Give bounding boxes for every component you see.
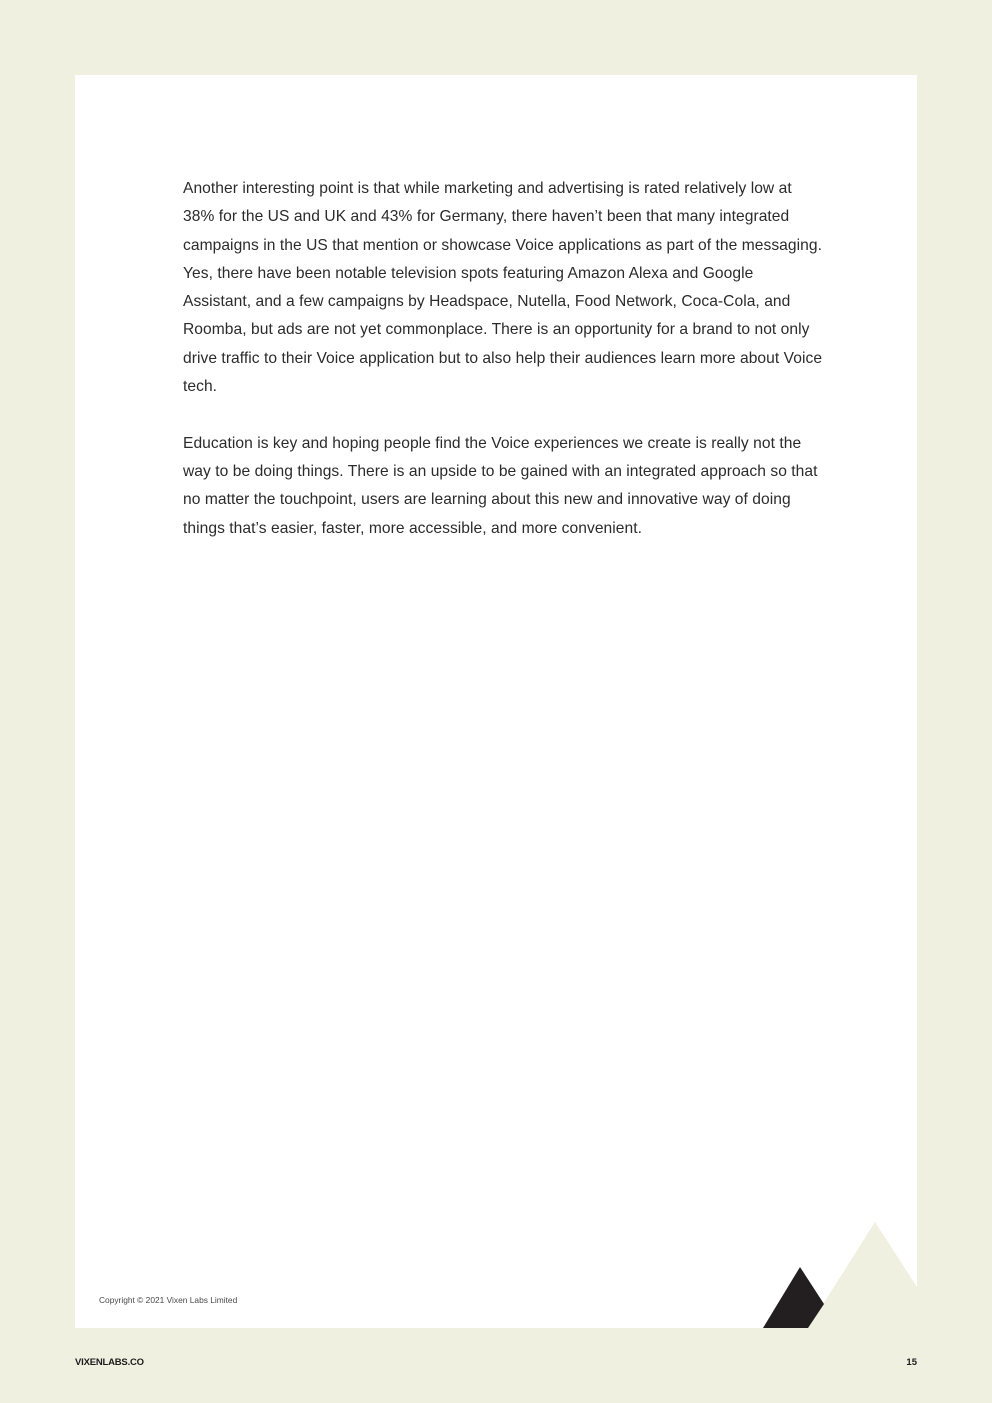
- dark-mountain-shape: [763, 1267, 824, 1328]
- paragraph-1: Another interesting point is that while marketing and advertising is rated relatively low at 38% for the US and UK and 43% for Germany, there haven’t been that many integrated campaigns in the US that mention or showcase Voice applications as part of the messaging. Yes, there have been notable television spots featuring Amazon Alexa and Google Assistant, and a few campaigns by Headspace, Nutella, Food Network, Coca-Cola, and Roomba, but ads are not yet commonplace. There is an opportunity for a brand to not only drive traffic to their Voice application but to also help their audiences learn more about Voice tech.: [183, 180, 823, 396]
- copyright-notice: Copyright © 2021 Vixen Labs Limited: [99, 1295, 238, 1305]
- footer-site-link[interactable]: VIXENLABS.CO: [75, 1357, 144, 1368]
- light-mountain-shape: [808, 1222, 917, 1328]
- page-sheet: [75, 75, 917, 1328]
- page-number: 15: [906, 1357, 917, 1368]
- paragraph-2: Education is key and hoping people find the Voice experiences we create is really not the way to be doing things. There is an upside to be gained with an integrated approach so that no matter the touchpoint, users are learning about this new and innovative way of doing things that’s easier, faster, more accessible, and more convenient.: [183, 434, 818, 537]
- body-text: [183, 175, 823, 571]
